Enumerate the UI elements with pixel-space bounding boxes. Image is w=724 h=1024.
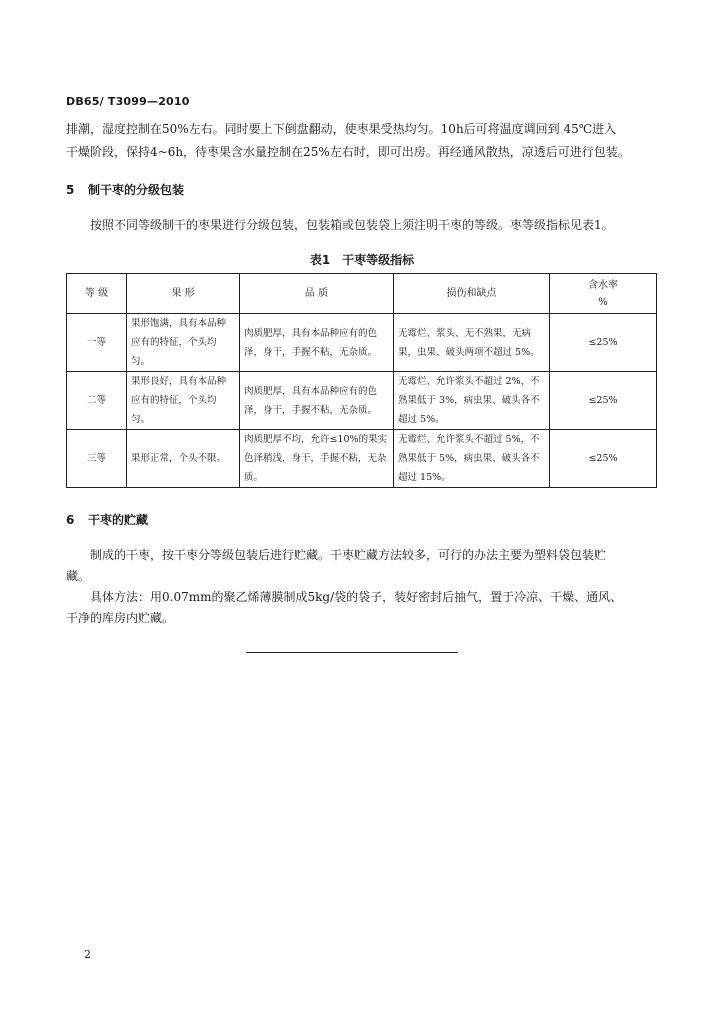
- header-moisture-line2: %: [598, 296, 608, 308]
- cell-quality: 肉质肥厚，具有本品种应有的色泽，身干，手握不粘，无杂质。: [240, 314, 394, 372]
- cell-grade: 三等: [67, 430, 127, 488]
- page-number: 2: [84, 948, 91, 961]
- section-6-heading: [66, 511, 148, 528]
- cell-shape: 果形良好，具有本品种应有的特征，个头均匀。: [127, 372, 240, 430]
- header-defects: 损伤和缺点: [394, 274, 550, 314]
- cell-shape: 果形饱满，具有本品种应有的特征，个头均匀。: [127, 314, 240, 372]
- table-row: [67, 372, 657, 430]
- section-5-title: 制干枣的分级包装: [88, 183, 185, 197]
- header-moisture: [550, 274, 657, 314]
- section-5-number: 5: [66, 183, 75, 197]
- intro-line-1: 排潮，湿度控制在50%左右。同时要上下倒盘翻动，使枣果受热均匀。10h后可将温度调回到 45℃进入: [66, 122, 617, 136]
- cell-defects: 无霉烂、浆头、无不熟果，无病果，虫果、破头两项不超过 5%。: [394, 314, 550, 372]
- cell-defects: 无霉烂、允许浆头不超过 5%，不熟果低于 5%，病虫果、破头各不超过 15%。: [394, 430, 550, 488]
- standard-number-header: DB65/ T3099—2010: [66, 95, 190, 108]
- header-grade: 等 级: [67, 274, 127, 314]
- grade-table: [66, 273, 657, 488]
- intro-line-2: 干燥阶段，保持4~6h，待枣果含水量控制在25%左右时，即可出房。再经通风散热，凉透后可进行包装。: [66, 145, 630, 159]
- table-1-title: 干枣等级指标: [342, 253, 415, 267]
- cell-defects: 无霉烂、允许浆头不超过 2%，不熟果低于 3%，病虫果、破头各不超过 5%。: [394, 372, 550, 430]
- table-1-caption: [0, 251, 724, 268]
- section-6-title: 干枣的贮藏: [88, 513, 149, 527]
- section-5-heading: [66, 181, 184, 198]
- cell-grade: 一等: [67, 314, 127, 372]
- section-6-para2-line1: 具体方法：用0.07mm的聚乙烯薄膜制成5kg/袋的袋子，装好密封后抽气，置于冷凉、干燥、通风、: [90, 590, 623, 604]
- cell-shape: 果形正常，个头不限。: [127, 430, 240, 488]
- cell-quality: 肉质肥厚不均，允许≤10%的果实色泽稍浅，身干，手握不粘，无杂质。: [240, 430, 394, 488]
- table-row: [67, 430, 657, 488]
- cell-moisture: ≤25%: [550, 314, 657, 372]
- section-6-para1-line1: 制成的干枣，按干枣分等级包装后进行贮藏。干枣贮藏方法较多，可行的办法主要为塑料袋包装贮: [90, 548, 607, 562]
- section-6-para1-line2: 藏。: [66, 569, 91, 583]
- cell-grade: 二等: [67, 372, 127, 430]
- cell-moisture: ≤25%: [550, 430, 657, 488]
- section-6-number: 6: [66, 513, 75, 527]
- cell-moisture: ≤25%: [550, 372, 657, 430]
- end-of-document-rule: [246, 652, 458, 653]
- section-6-para2-line2: 干净的库房内贮藏。: [66, 611, 175, 625]
- section-5-paragraph: 按照不同等级制干的枣果进行分级包装，包装箱或包装袋上须注明干枣的等级。枣等级指标见表1。: [90, 218, 614, 232]
- table-row: [67, 314, 657, 372]
- header-shape: 果 形: [127, 274, 240, 314]
- cell-quality: 肉质肥厚，具有本品种应有的色泽，身干，手握不粘，无杂质。: [240, 372, 394, 430]
- header-quality: 品 质: [240, 274, 394, 314]
- header-moisture-line1: 含水率: [588, 279, 618, 291]
- table-1-number: 表1: [309, 253, 331, 267]
- table-header-row: [67, 274, 657, 314]
